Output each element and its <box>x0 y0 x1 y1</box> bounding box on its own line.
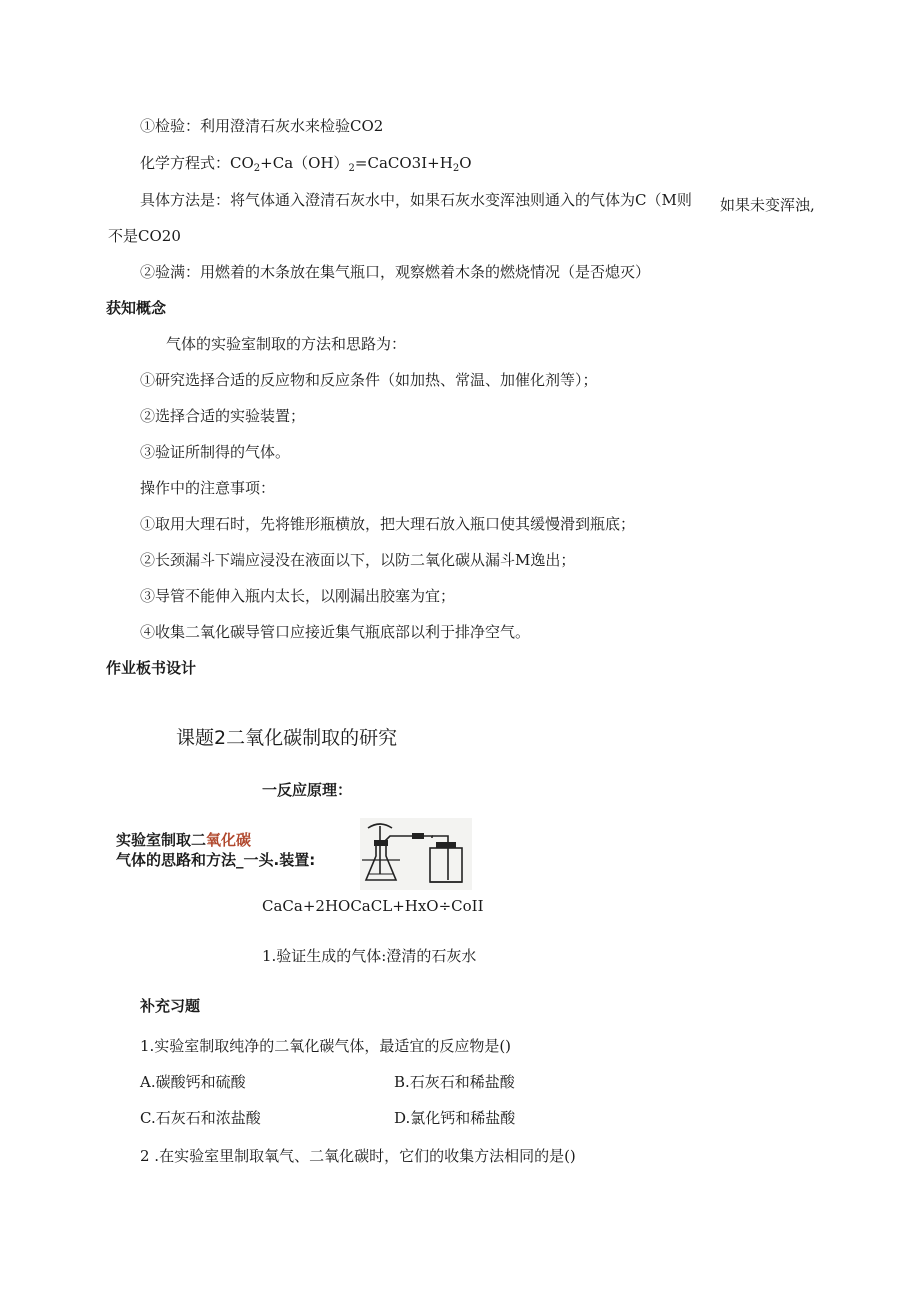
concept-step: ②选择合适的实验装置； <box>140 407 306 425</box>
verify-gas-line: 1.验证生成的气体:澄清的石灰水 <box>262 947 477 965</box>
test-method-right: 如果未变浑浊, <box>720 196 815 214</box>
equation-subscript: 2 <box>452 163 460 174</box>
concept-step: ①研究选择合适的反应物和反应条件（如加热、常温、加催化剂等）； <box>140 371 598 389</box>
question-1: 1.实验室制取纯净的二氧化碳气体，最适宜的反应物是() <box>140 1037 512 1055</box>
equation-subscript: 2 <box>253 163 261 174</box>
note-item: ③导管不能伸入瓶内太长，以刚漏出胶塞为宜； <box>140 587 456 605</box>
chemical-equation <box>140 153 472 173</box>
option-d: D.氯化钙和稀盐酸 <box>394 1109 516 1127</box>
board-left-highlight: 氧化碳 <box>206 831 252 849</box>
reaction-principle-label: 一反应原理： <box>262 781 353 799</box>
option-b: B.石灰石和稀盐酸 <box>394 1073 515 1091</box>
board-left-text: 实验室制取二 <box>116 831 207 849</box>
concept-heading: 获知概念 <box>106 299 167 317</box>
option-c: C.石灰石和浓盐酸 <box>140 1109 261 1127</box>
equation-prefix: 化学方程式： <box>140 154 231 172</box>
topic-title: 课题2二氧化碳制取的研究 <box>176 727 398 749</box>
board-left-line-1 <box>116 830 251 850</box>
option-a: A.碳酸钙和硫酸 <box>140 1073 246 1091</box>
exercises-heading: 补充习题 <box>140 997 201 1015</box>
equation-tail: =CaCO3I+H <box>354 154 453 172</box>
question-2: 2 .在实验室里制取氧气、二氧化碳时，它们的收集方法相同的是() <box>140 1147 576 1165</box>
concept-intro: 气体的实验室制取的方法和思路为： <box>166 335 407 353</box>
equation-co: CO <box>230 154 254 172</box>
note-item: ①取用大理石时，先将锥形瓶横放，把大理石放入瓶口使其缓慢滑到瓶底； <box>140 515 636 533</box>
equation-subscript: 2 <box>348 163 355 174</box>
concept-step: ③验证所制得的气体。 <box>140 443 291 461</box>
notes-heading: 操作中的注意事项： <box>140 479 276 497</box>
board-heading: 作业板书设计 <box>106 659 197 677</box>
equation-middle: +Ca（OH） <box>260 154 349 172</box>
test-item-1: ①检验：利用澄清石灰水来检验CO2 <box>140 117 384 135</box>
test-method: 具体方法是：将气体通入澄清石灰水中，如果石灰水变浑浊则通入的气体为C（M则 <box>140 191 692 209</box>
equation-end: O <box>459 154 472 172</box>
note-item: ④收集二氧化碳导管口应接近集气瓶底部以利于排净空气。 <box>140 623 531 641</box>
co2-generation-apparatus-icon <box>360 818 472 890</box>
board-left-line-2: 气体的思路和方法_一头.装置: <box>116 851 316 869</box>
test-method-continued: 不是CO20 <box>108 227 181 245</box>
reaction-equation: CaCa+2HOCaCL+HxO÷CoII <box>262 897 484 915</box>
note-item: ②长颈漏斗下端应浸没在液面以下，以防二氧化碳从漏斗M逸出； <box>140 551 576 569</box>
test-item-2: ②验满：用燃着的木条放在集气瓶口，观察燃着木条的燃烧情况（是否熄灭） <box>140 263 651 281</box>
